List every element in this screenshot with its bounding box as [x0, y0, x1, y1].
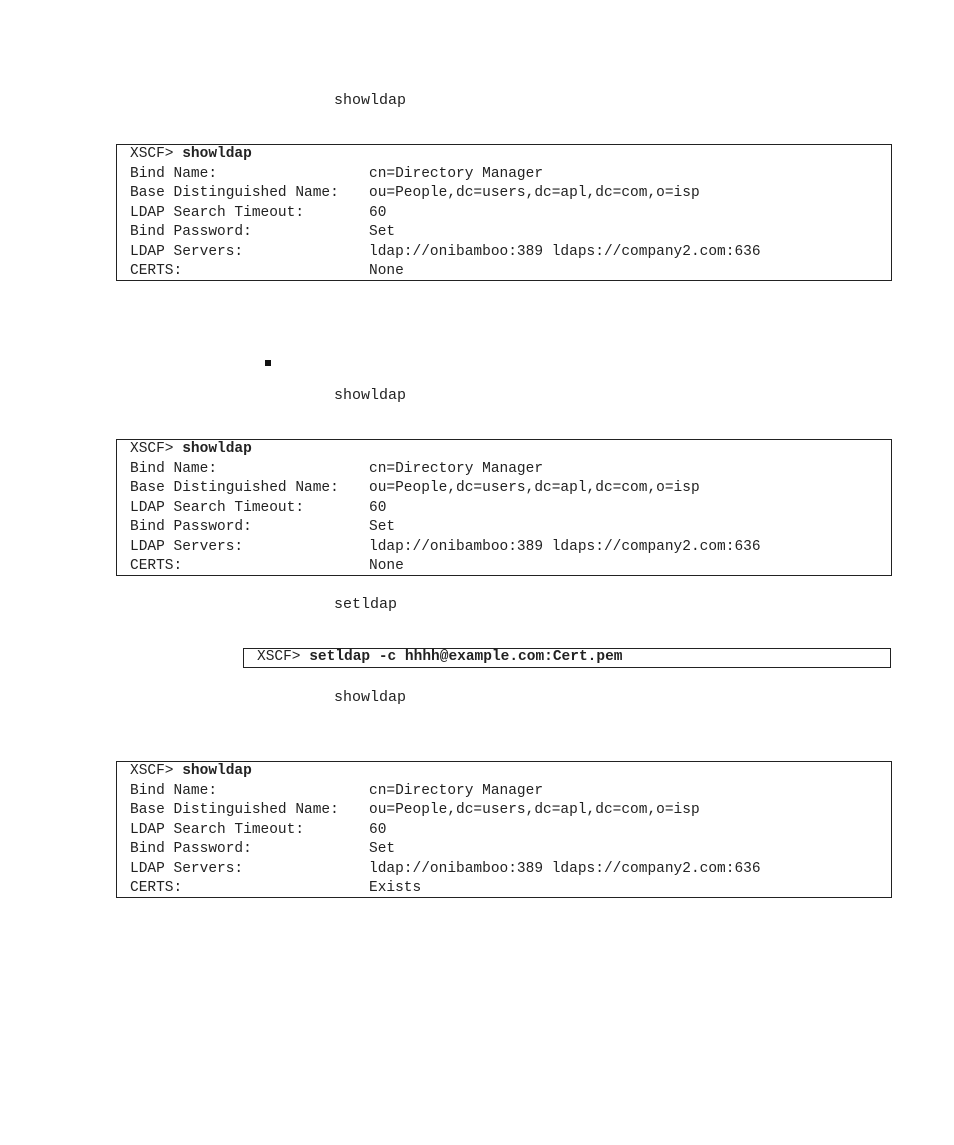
output-row	[130, 460, 891, 480]
code-block-showldap-3	[116, 761, 892, 898]
output-value: 60	[369, 821, 387, 838]
command-label-showldap-2: showldap	[334, 387, 407, 404]
output-value: ou=People,dc=users,dc=apl,dc=com,o=isp	[369, 802, 700, 818]
output-value: cn=Directory Manager	[369, 165, 544, 182]
output-row	[130, 879, 891, 899]
output-key: Base Distinguished Name:	[130, 185, 339, 201]
command-label-showldap-1: showldap	[334, 92, 407, 109]
output-row	[130, 538, 891, 558]
output-key: LDAP Search Timeout:	[130, 204, 305, 221]
output-key: CERTS:	[130, 558, 183, 574]
command-text: showldap	[182, 441, 252, 457]
prompt: XSCF>	[130, 763, 183, 779]
prompt-line	[130, 762, 891, 782]
prompt: XSCF>	[130, 441, 183, 457]
code-block-showldap-2	[116, 439, 892, 576]
output-value: 60	[369, 499, 387, 516]
output-value: ldap://onibamboo:389 ldaps://company2.com:636	[369, 538, 761, 555]
command-text: setldap -c hhhh@example.com:Cert.pem	[309, 649, 623, 665]
output-value: Set	[369, 519, 396, 535]
output-value: None	[369, 558, 404, 574]
output-value: ldap://onibamboo:389 ldaps://company2.com:636	[369, 243, 761, 260]
output-key: LDAP Search Timeout:	[130, 821, 305, 838]
output-row	[130, 821, 891, 841]
prompt: XSCF>	[257, 649, 310, 665]
output-row	[130, 243, 891, 263]
output-key: Bind Password:	[130, 841, 252, 857]
output-value: None	[369, 263, 404, 279]
output-row	[130, 860, 891, 880]
output-key: Bind Name:	[130, 782, 218, 799]
output-value: cn=Directory Manager	[369, 782, 544, 799]
command-label-showldap-3: showldap	[334, 689, 407, 706]
output-key: LDAP Servers:	[130, 860, 244, 877]
output-row	[130, 262, 891, 282]
bullet-marker	[265, 360, 271, 366]
output-row	[130, 479, 891, 499]
prompt-line	[130, 145, 891, 165]
output-key: Bind Name:	[130, 460, 218, 477]
output-value: ldap://onibamboo:389 ldaps://company2.com:636	[369, 860, 761, 877]
output-value: ou=People,dc=users,dc=apl,dc=com,o=isp	[369, 185, 700, 201]
prompt: XSCF>	[130, 146, 183, 162]
output-key: LDAP Servers:	[130, 243, 244, 260]
output-row	[130, 223, 891, 243]
output-value: Set	[369, 224, 396, 240]
command-label-setldap: setldap	[334, 596, 398, 613]
output-value: Exists	[369, 880, 422, 896]
output-row	[130, 801, 891, 821]
output-row	[130, 499, 891, 519]
output-value: Set	[369, 841, 396, 857]
prompt-line	[130, 440, 891, 460]
code-block-showldap-1	[116, 144, 892, 281]
output-key: CERTS:	[130, 263, 183, 279]
output-key: Base Distinguished Name:	[130, 480, 339, 496]
code-block-setldap	[243, 648, 891, 668]
output-value: cn=Directory Manager	[369, 460, 544, 477]
command-text: showldap	[182, 763, 252, 779]
output-row	[130, 840, 891, 860]
command-text: showldap	[182, 146, 252, 162]
prompt-line	[257, 649, 890, 666]
output-key: LDAP Servers:	[130, 538, 244, 555]
output-row	[130, 518, 891, 538]
output-key: Base Distinguished Name:	[130, 802, 339, 818]
output-key: Bind Password:	[130, 519, 252, 535]
output-key: Bind Password:	[130, 224, 252, 240]
output-key: Bind Name:	[130, 165, 218, 182]
output-key: CERTS:	[130, 880, 183, 896]
output-row	[130, 165, 891, 185]
output-row	[130, 204, 891, 224]
output-key: LDAP Search Timeout:	[130, 499, 305, 516]
output-value: ou=People,dc=users,dc=apl,dc=com,o=isp	[369, 480, 700, 496]
output-value: 60	[369, 204, 387, 221]
output-row	[130, 184, 891, 204]
output-row	[130, 557, 891, 577]
output-row	[130, 782, 891, 802]
